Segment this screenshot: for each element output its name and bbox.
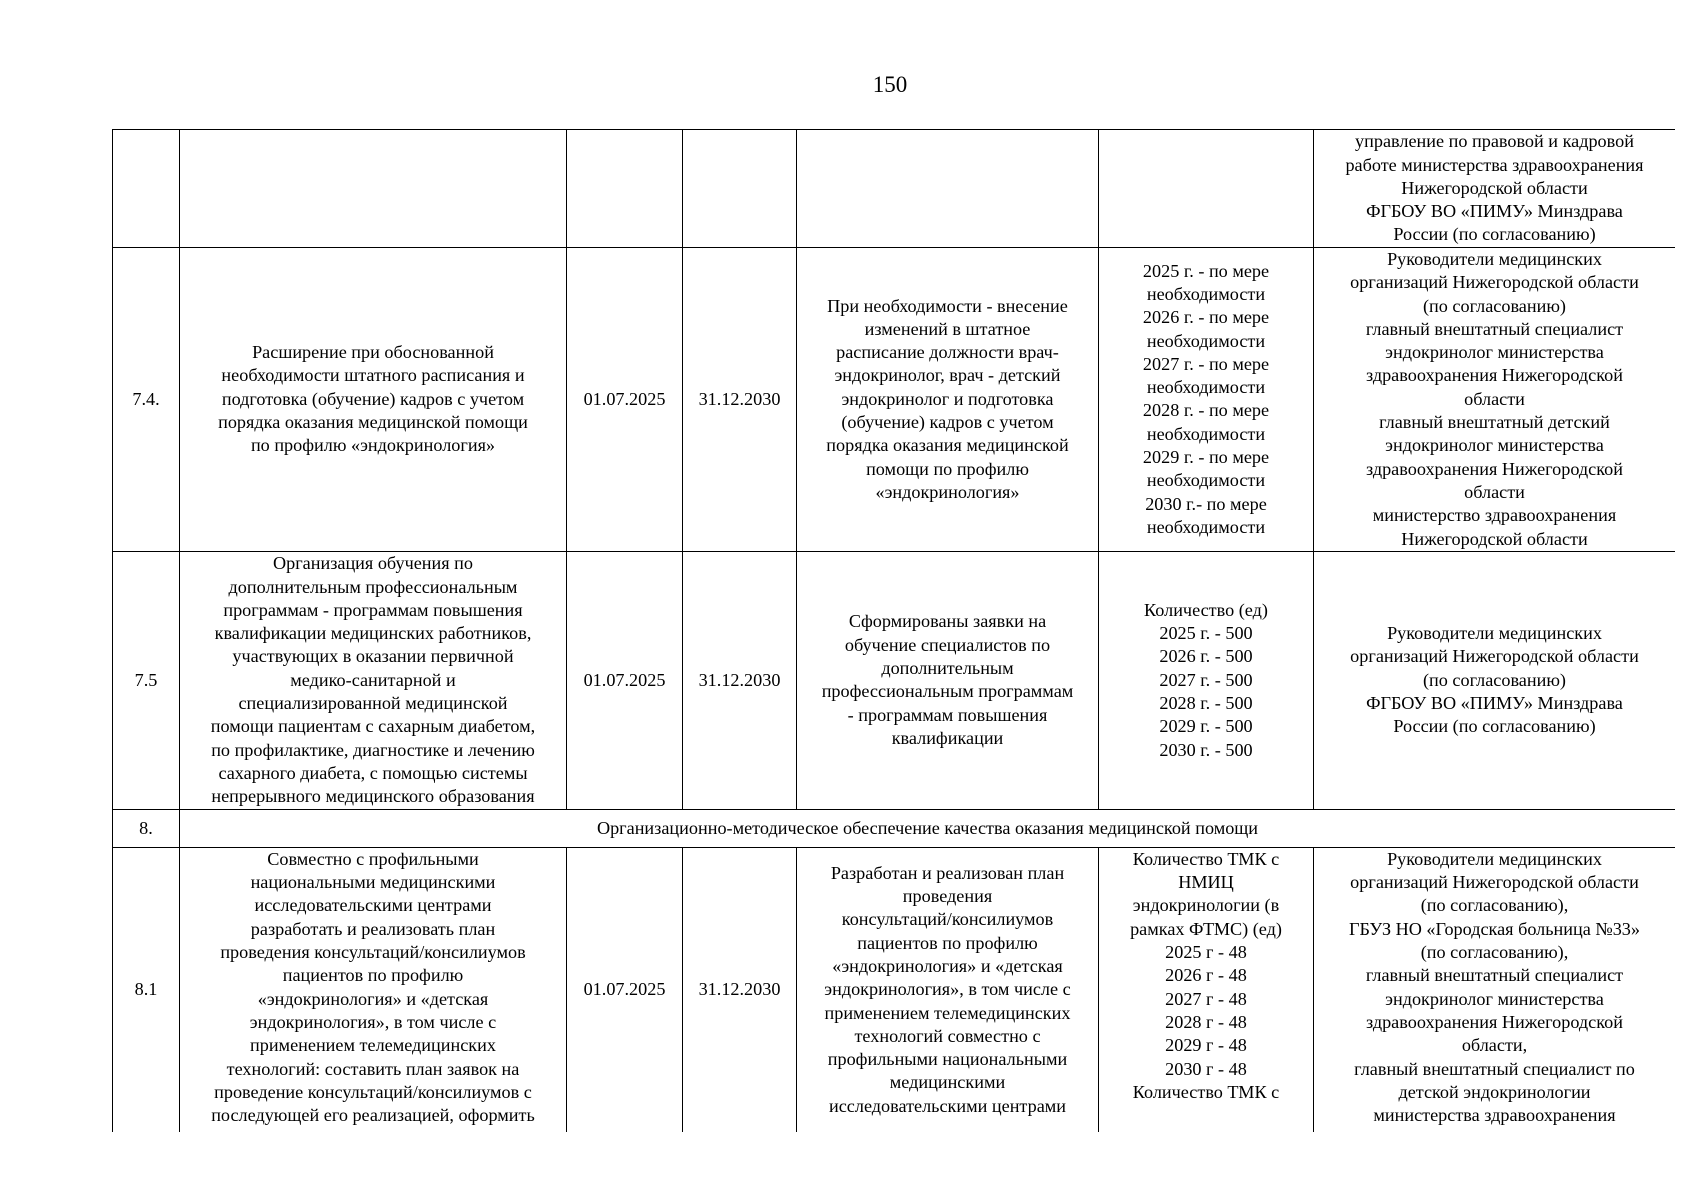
cell-line: национальными медицинскими [250,872,496,893]
cell-line: необходимости [1146,330,1266,351]
responsible-cell [1314,847,1676,1132]
cell-line: управление по правовой и кадровой [1355,131,1634,152]
cell-line: технологий совместно с [854,1025,1041,1046]
cell-line: медицинскими [889,1072,1006,1093]
table-row [113,847,1676,1132]
cell-line: главный внештатный детский [1379,412,1610,433]
cell-line: изменений в штатное [864,318,1031,339]
cell-line: Руководители медицинских [1387,848,1602,869]
cell-line: «эндокринология» [875,481,1020,502]
cell-line: - программам повышения [847,704,1048,725]
cell-line: необходимости [1146,377,1266,398]
cell-line: (обучение) кадров с учетом [841,412,1054,433]
cell-line: Количество ТМК с [1132,1081,1280,1102]
result-cell [797,847,1099,1132]
cell-line: ГБУЗ НО «Городская больница №33» [1349,918,1640,939]
cell-line: здравоохранения Нижегородской [1365,365,1623,386]
cell-line: 2025 г - 48 [1165,942,1247,963]
indicator-cell [1099,130,1314,248]
cell-line: по профилактике, диагностике и лечению [211,739,535,760]
cell-line: главный внештатный специалист [1365,965,1624,986]
cell-line: обучение специалистов по [844,634,1051,655]
cell-line: Нижегородской области [1401,177,1588,198]
end-date: 31.12.2030 [683,248,797,552]
cell-line: пациентов по профилю [282,965,464,986]
cell-line: Расширение при обоснованной [252,342,494,363]
result-cell [797,248,1099,552]
row-number [113,130,180,248]
responsible-cell [1314,130,1676,248]
cell-line: исследовательскими центрами [254,895,492,916]
cell-line: Сформированы заявки на [848,611,1047,632]
cell-line: области [1464,388,1525,409]
cell-line: организаций Нижегородской области [1350,872,1639,893]
cell-line: НМИЦ [1178,872,1234,893]
cell-line: организаций Нижегородской области [1350,646,1639,667]
cell-line: эндокринолог министерства [1385,435,1604,456]
cell-line: эндокринолог и подготовка [841,388,1054,409]
start-date: 01.07.2025 [567,248,683,552]
cell-line: расписание должности врач- [836,342,1059,363]
cell-line: профильными национальными [827,1049,1068,1070]
cell-line: 2027 г. - 500 [1159,669,1253,690]
cell-line: технологий: составить план заявок на [226,1058,520,1079]
cell-line: пациентов по профилю [857,932,1038,953]
end-date [683,130,797,248]
cell-line: необходимости [1146,423,1266,444]
cell-line: Руководители медицинских [1387,623,1602,644]
cell-line: 2026 г. - по мере [1142,307,1270,328]
cell-line: разработать и реализовать план [250,918,496,939]
cell-line: 2029 г. - 500 [1159,716,1253,737]
cell-line: (по согласованию) [1423,295,1566,316]
cell-line: 2029 г - 48 [1165,1035,1247,1056]
cell-line: министерство здравоохранения [1372,505,1617,526]
section-number: 8. [113,809,180,847]
page-number: 150 [872,72,908,97]
cell-line: квалификации медицинских работников, [214,623,532,644]
cell-line: министерства здравоохранения [1373,1105,1616,1126]
cell-line: эндокринология», в том числе с [249,1011,497,1032]
cell-line: здравоохранения Нижегородской [1365,458,1623,479]
end-date: 31.12.2030 [683,551,797,809]
cell-line: 2027 г. - по мере [1142,353,1270,374]
table-row [113,248,1676,552]
cell-line: сахарного диабета, с помощью системы [218,762,528,783]
cell-line: 2025 г. - 500 [1159,623,1253,644]
cell-line: 2028 г. - 500 [1159,693,1253,713]
cell-line: России (по согласованию) [1393,224,1596,245]
cell-line: Разработан и реализован план [830,862,1065,883]
cell-line: ФГБОУ ВО «ПИМУ» Минздрава [1366,693,1623,713]
cell-line: квалификации [891,727,1004,748]
cell-line: по профилю «эндокринология» [250,435,496,456]
cell-line: 2027 г - 48 [1165,988,1247,1009]
cell-line: подготовка (обучение) кадров с учетом [221,388,525,409]
cell-line: работе министерства здравоохранения [1345,154,1644,175]
cell-line: применением телемедицинских [250,1035,496,1056]
row-number: 7.5 [113,551,180,809]
cell-line: главный внештатный специалист по [1354,1058,1635,1079]
cell-line: участвующих в оказании первичной [232,646,514,667]
cell-line: Количество (ед) [1144,599,1268,620]
cell-line: организаций Нижегородской области [1350,272,1639,293]
cell-line: Количество ТМК с [1132,848,1280,869]
cell-line: 2026 г. - 500 [1159,646,1253,667]
cell-line: 2030 г. - 500 [1159,739,1253,760]
activity-cell [180,248,567,552]
cell-line: медико-санитарной и [290,669,456,690]
table-row [113,551,1676,809]
cell-line: эндокринологии (в [1132,895,1280,916]
cell-line: применением телемедицинских [824,1002,1071,1023]
responsible-cell [1314,248,1676,552]
cell-line: (по согласованию) [1423,669,1566,690]
cell-line: специализированной медицинской [238,693,508,713]
cell-line: дополнительным [881,658,1014,679]
cell-line: помощи пациентам с сахарным диабетом, [210,716,536,737]
cell-line: Руководители медицинских [1387,249,1602,269]
cell-line: эндокринолог, врач - детский [834,365,1061,386]
plan-table-wrapper [112,129,1675,1132]
cell-line: проведение консультаций/консилиумов с [214,1081,532,1102]
cell-line: дополнительным профессиональным [228,576,518,597]
end-date: 31.12.2030 [683,847,797,1132]
cell-line: непрерывного медицинского образования [211,786,535,807]
cell-line: 2030 г - 48 [1165,1058,1247,1079]
section-row [113,809,1676,847]
cell-line: рамках ФТМС) (ед) [1130,918,1282,939]
cell-line: ФГБОУ ВО «ПИМУ» Минздрава [1366,201,1623,222]
cell-line: необходимости [1146,470,1266,491]
section-title: Организационно-методическое обеспечение качества оказания медицинской помощи [180,809,1676,847]
cell-line: необходимости штатного расписания и [221,365,525,386]
cell-line: (по согласованию), [1420,895,1569,916]
cell-line: консультаций/консилиумов [841,909,1054,930]
start-date: 01.07.2025 [567,551,683,809]
cell-line: Организация обучения по [272,553,474,574]
cell-line: необходимости [1146,516,1266,537]
cell-line: эндокринология», в том числе с [824,979,1071,1000]
result-cell [797,551,1099,809]
cell-line: проведения консультаций/консилиумов [220,942,526,963]
start-date: 01.07.2025 [567,847,683,1132]
cell-line: детской эндокринологии [1398,1081,1591,1102]
indicator-cell [1099,551,1314,809]
cell-line: России (по согласованию) [1393,716,1596,737]
activity-cell [180,847,567,1132]
cell-line: Нижегородской области [1401,528,1588,549]
cell-line: Совместно с профильными [267,848,479,869]
cell-line: 2028 г - 48 [1165,1011,1247,1032]
cell-line: (по согласованию), [1420,942,1569,963]
cell-line: «эндокринология» и «детская [832,955,1063,976]
cell-line: 2026 г - 48 [1165,965,1247,986]
row-number: 8.1 [113,847,180,1132]
row-number: 7.4. [113,248,180,552]
cell-line: 2029 г. - по мере [1142,447,1270,468]
cell-line: последующей его реализацией, оформить [211,1105,535,1126]
cell-line: проведения [902,886,993,907]
activity-cell [180,551,567,809]
cell-line: программам - программам повышения [223,599,523,620]
cell-line: При необходимости - внесение [827,295,1068,316]
cell-line: области [1464,481,1525,502]
cell-line: помощи по профилю [866,458,1029,479]
cell-line: эндокринолог министерства [1385,342,1604,363]
cell-line: порядка оказания медицинской [826,435,1069,456]
cell-line: необходимости [1146,283,1266,304]
cell-line: 2025 г. - по мере [1142,260,1270,281]
indicator-cell [1099,847,1314,1132]
cell-line: эндокринолог министерства [1385,988,1604,1009]
start-date [567,130,683,248]
plan-table [112,129,1675,1132]
table-row [113,130,1676,248]
cell-line: 2030 г.- по мере [1145,493,1267,514]
cell-line: здравоохранения Нижегородской [1365,1011,1623,1032]
cell-line: профессиональным программам [821,681,1074,702]
responsible-cell [1314,551,1676,809]
result-cell [797,130,1099,248]
cell-line: порядка оказания медицинской помощи [218,412,528,433]
cell-line: «эндокринология» и «детская [257,988,489,1009]
cell-line: области, [1461,1035,1528,1056]
cell-line: главный внештатный специалист [1365,318,1624,339]
activity-cell [180,130,567,248]
indicator-cell [1099,248,1314,552]
cell-line: 2028 г. - по мере [1142,400,1270,421]
cell-line: исследовательскими центрами [828,1095,1067,1116]
